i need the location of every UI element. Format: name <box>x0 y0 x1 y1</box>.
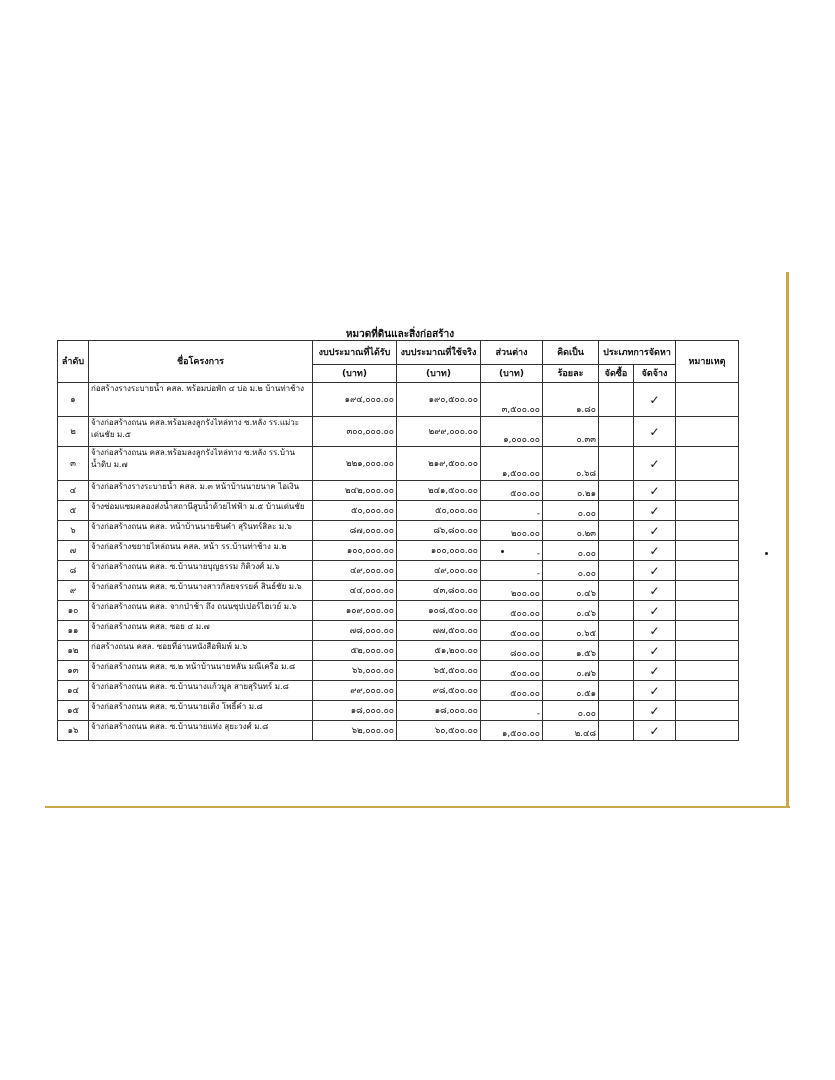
budget-received: ๑๘,๐๐๐.๐๐ <box>313 701 397 721</box>
remark-cell <box>676 601 739 621</box>
hire-check-icon: ✓ <box>634 481 676 501</box>
row-number: ๙ <box>58 581 89 601</box>
budget-received: ๕๒,๐๐๐.๐๐ <box>313 641 397 661</box>
table-row <box>58 721 739 741</box>
budget-used: ๒๑๙,๕๐๐.๐๐ <box>397 447 481 481</box>
table-row <box>58 541 739 561</box>
hire-check-icon: ✓ <box>634 447 676 481</box>
table-row <box>58 447 739 481</box>
purchase-cell <box>599 681 634 701</box>
project-name: จ้างก่อสร้างถนน คสล. ซ.บ้านนายบุญธรรม กิติวงศ์ ม.๖ <box>89 561 313 581</box>
remark-cell <box>676 447 739 481</box>
row-number: ๒ <box>58 417 89 447</box>
budget-received: ๘๗,๐๐๐.๐๐ <box>313 521 397 541</box>
col-header-received: งบประมาณที่ได้รับ <box>313 341 397 365</box>
budget-received: ๑๙๔,๐๐๐.๐๐ <box>313 383 397 417</box>
percent-value: ๑.๕๖ <box>543 641 599 661</box>
remark-cell <box>676 521 739 541</box>
budget-diff: ๒๐๐.๐๐ <box>481 581 543 601</box>
row-number: ๑๖ <box>58 721 89 741</box>
project-name: จ้างก่อสร้างถนน คสล.พร้อมลงลูกรังไหล่ทาง ซ.หลัง รร.แม่วะเด่นชัย ม.๕ <box>89 417 313 447</box>
budget-used: ๑๘,๐๐๐.๐๐ <box>397 701 481 721</box>
row-number: ๑๒ <box>58 641 89 661</box>
budget-received: ๔๔,๐๐๐.๐๐ <box>313 581 397 601</box>
project-name: จ้างซ่อมแซมคลองส่งน้ำสถานีสูบน้ำด้วยไฟฟ้า ม.๕ บ้านเด่นชัย <box>89 501 313 521</box>
row-number: ๑๑ <box>58 621 89 641</box>
budget-used: ๖๐,๕๐๐.๐๐ <box>397 721 481 741</box>
percent-value: ๐.๐๐ <box>543 541 599 561</box>
budget-used: ๔๙,๐๐๐.๐๐ <box>397 561 481 581</box>
col-header-no: ลำดับ <box>58 341 89 383</box>
table-row <box>58 701 739 721</box>
project-name: จ้างก่อสร้างขยายไหล่ถนน คสล. หน้า รร.บ้านท่าช้าง ม.๒ <box>89 541 313 561</box>
budget-received: ๗๘,๐๐๐.๐๐ <box>313 621 397 641</box>
hire-check-icon: ✓ <box>634 581 676 601</box>
hire-check-icon: ✓ <box>634 661 676 681</box>
budget-received: ๒๔๒,๐๐๐.๐๐ <box>313 481 397 501</box>
purchase-cell <box>599 661 634 681</box>
page-edge-bottom <box>45 806 790 808</box>
budget-used: ๒๔๑,๕๐๐.๐๐ <box>397 481 481 501</box>
hire-check-icon: ✓ <box>634 417 676 447</box>
table-row <box>58 561 739 581</box>
stray-mark <box>765 552 768 555</box>
percent-value: ๐.๖๕ <box>543 621 599 641</box>
row-number: ๔ <box>58 481 89 501</box>
col-unit-received: (บาท) <box>313 365 397 383</box>
budget-diff: - <box>481 541 543 561</box>
row-number: ๕ <box>58 501 89 521</box>
hire-check-icon: ✓ <box>634 561 676 581</box>
remark-cell <box>676 681 739 701</box>
budget-diff: ๑,๐๐๐.๐๐ <box>481 417 543 447</box>
col-header-remark: หมายเหตุ <box>676 341 739 383</box>
hire-check-icon: ✓ <box>634 601 676 621</box>
budget-used: ๑๐๐,๐๐๐.๐๐ <box>397 541 481 561</box>
percent-value: ๐.๖๘ <box>543 447 599 481</box>
project-name: ก่อสร้างถนน คสล. ซอยที่อ่านหนังสือพิมพ์ ม.๖ <box>89 641 313 661</box>
percent-value: ๐.๔๖ <box>543 601 599 621</box>
project-name: จ้างก่อสร้างถนน คสล. หน้าบ้านนายชินคำ สุรินทร์สิละ ม.๖ <box>89 521 313 541</box>
table-row <box>58 641 739 661</box>
budget-received: ๕๐,๐๐๐.๐๐ <box>313 501 397 521</box>
row-number: ๖ <box>58 521 89 541</box>
budget-diff: ๕๐๐.๐๐ <box>481 681 543 701</box>
purchase-cell <box>599 541 634 561</box>
budget-diff: - <box>481 701 543 721</box>
hire-check-icon: ✓ <box>634 701 676 721</box>
remark-cell <box>676 621 739 641</box>
purchase-cell <box>599 621 634 641</box>
stray-mark <box>501 550 504 553</box>
row-number: ๗ <box>58 541 89 561</box>
remark-cell <box>676 383 739 417</box>
project-name: จ้างก่อสร้างถนน คสล. ซ.บ้านนายแห่ง สุยะวงศ์ ม.๘ <box>89 721 313 741</box>
table-body <box>58 383 739 741</box>
table-row <box>58 601 739 621</box>
budget-used: ๘๖,๘๐๐.๐๐ <box>397 521 481 541</box>
hire-check-icon: ✓ <box>634 641 676 661</box>
remark-cell <box>676 417 739 447</box>
col-unit-percent: ร้อยละ <box>543 365 599 383</box>
col-header-used: งบประมาณที่ใช้จริง <box>397 341 481 365</box>
purchase-cell <box>599 701 634 721</box>
percent-value: ๐.๔๖ <box>543 581 599 601</box>
row-number: ๘ <box>58 561 89 581</box>
hire-check-icon: ✓ <box>634 501 676 521</box>
col-unit-used: (บาท) <box>397 365 481 383</box>
hire-check-icon: ✓ <box>634 721 676 741</box>
project-name: จ้างก่อสร้างถนน คสล.พร้อมลงลูกรังไหล่ทาง ซ.หลัง รร.บ้านน้ำดิบ ม.๗ <box>89 447 313 481</box>
budget-diff: ๓,๕๐๐.๐๐ <box>481 383 543 417</box>
table-row <box>58 581 739 601</box>
budget-used: ๕๑,๒๐๐.๐๐ <box>397 641 481 661</box>
percent-value: ๒.๔๘ <box>543 721 599 741</box>
budget-received: ๙๙,๐๐๐.๐๐ <box>313 681 397 701</box>
purchase-cell <box>599 581 634 601</box>
budget-table <box>57 340 739 741</box>
table-row <box>58 501 739 521</box>
purchase-cell <box>599 561 634 581</box>
purchase-cell <box>599 383 634 417</box>
project-name: จ้างก่อสร้างถนน คสล. ซ.บ้านนายเติง โพธิ์คำ ม.๘ <box>89 701 313 721</box>
percent-value: ๐.๕๑ <box>543 681 599 701</box>
row-number: ๑๓ <box>58 661 89 681</box>
budget-used: ๑๐๘,๕๐๐.๐๐ <box>397 601 481 621</box>
budget-used: ๙๘,๕๐๐.๐๐ <box>397 681 481 701</box>
percent-value: ๐.๐๐ <box>543 501 599 521</box>
purchase-cell <box>599 641 634 661</box>
purchase-cell <box>599 417 634 447</box>
budget-used: ๑๙๐,๕๐๐.๐๐ <box>397 383 481 417</box>
budget-received: ๑๐๐,๐๐๐.๐๐ <box>313 541 397 561</box>
project-name: จ้างก่อสร้างถนน คสล. ซ.บ้านนางสาวกัลยจรรยค์ สินธ์ชัย ม.๖ <box>89 581 313 601</box>
budget-used: ๗๗,๕๐๐.๐๐ <box>397 621 481 641</box>
budget-used: ๔๓,๘๐๐.๐๐ <box>397 581 481 601</box>
budget-diff: ๕๐๐.๐๐ <box>481 661 543 681</box>
col-header-percent: คิดเป็น <box>543 341 599 365</box>
row-number: ๓ <box>58 447 89 481</box>
budget-received: ๑๐๙,๐๐๐.๐๐ <box>313 601 397 621</box>
budget-diff: - <box>481 501 543 521</box>
remark-cell <box>676 561 739 581</box>
col-header-diff: ส่วนต่าง <box>481 341 543 365</box>
project-name: ก่อสร้างรางระบายน้ำ คสล. พร้อมบ่อพัก ๔ บ่อ ม.๒ บ้านท่าช้าง <box>89 383 313 417</box>
purchase-cell <box>599 721 634 741</box>
project-name: จ้างก่อสร้างถนน คสล. ซ.๒ หน้าบ้านนายหลัน มณีเครือ ม.๘ <box>89 661 313 681</box>
percent-value: ๐.๒๑ <box>543 481 599 501</box>
percent-value: ๐.๗๖ <box>543 661 599 681</box>
budget-diff: ๘๐๐.๐๐ <box>481 641 543 661</box>
row-number: ๑ <box>58 383 89 417</box>
project-name: จ้างก่อสร้างถนน คสล. ซ.บ้านนางแก้วมูล สายสุรินทร์ ม.๘ <box>89 681 313 701</box>
budget-diff: ๕๐๐.๐๐ <box>481 621 543 641</box>
project-name: จ้างก่อสร้างรางระบายน้ำ คสล. ม.๓ หน้าบ้านนายนาค ไอเงิน <box>89 481 313 501</box>
col-unit-diff: (บาท) <box>481 365 543 383</box>
document-title: หมวดที่ดินและสิ่งก่อสร้าง <box>345 329 455 340</box>
budget-used: ๖๕,๕๐๐.๐๐ <box>397 661 481 681</box>
header-row-1 <box>58 341 739 365</box>
table-row <box>58 521 739 541</box>
remark-cell <box>676 641 739 661</box>
remark-cell <box>676 541 739 561</box>
remark-cell <box>676 481 739 501</box>
col-header-proc-type: ประเภทการจัดหา <box>599 341 676 365</box>
budget-received: ๖๒,๐๐๐.๐๐ <box>313 721 397 741</box>
budget-diff: ๕๐๐.๐๐ <box>481 481 543 501</box>
table-row <box>58 621 739 641</box>
budget-used: ๒๙๙,๐๐๐.๐๐ <box>397 417 481 447</box>
budget-diff: ๕๐๐.๐๐ <box>481 601 543 621</box>
page-edge-right <box>786 272 789 808</box>
table-row <box>58 417 739 447</box>
percent-value: ๐.๐๐ <box>543 701 599 721</box>
budget-received: ๔๙,๐๐๐.๐๐ <box>313 561 397 581</box>
project-name: จ้างก่อสร้างถนน คสล. จากป่าช้า ถึง ถนนซุปเปอร์ไฮเวย์ ม.๖ <box>89 601 313 621</box>
percent-value: ๐.๒๓ <box>543 521 599 541</box>
hire-check-icon: ✓ <box>634 383 676 417</box>
budget-used: ๕๐,๐๐๐.๐๐ <box>397 501 481 521</box>
remark-cell <box>676 501 739 521</box>
remark-cell <box>676 581 739 601</box>
hire-check-icon: ✓ <box>634 521 676 541</box>
percent-value: ๐.๓๓ <box>543 417 599 447</box>
hire-check-icon: ✓ <box>634 621 676 641</box>
row-number: ๑๐ <box>58 601 89 621</box>
table-row <box>58 383 739 417</box>
budget-diff: ๒๐๐.๐๐ <box>481 521 543 541</box>
hire-check-icon: ✓ <box>634 681 676 701</box>
purchase-cell <box>599 501 634 521</box>
table-row <box>58 681 739 701</box>
remark-cell <box>676 721 739 741</box>
purchase-cell <box>599 481 634 501</box>
row-number: ๑๔ <box>58 681 89 701</box>
percent-value: ๐.๐๐ <box>543 561 599 581</box>
budget-received: ๖๖,๐๐๐.๐๐ <box>313 661 397 681</box>
remark-cell <box>676 701 739 721</box>
purchase-cell <box>599 601 634 621</box>
col-header-name: ชื่อโครงการ <box>89 341 313 383</box>
purchase-cell <box>599 447 634 481</box>
remark-cell <box>676 661 739 681</box>
col-header-purchase: จัดซื้อ <box>599 365 634 383</box>
percent-value: ๑.๘๐ <box>543 383 599 417</box>
table-row <box>58 661 739 681</box>
hire-check-icon: ✓ <box>634 541 676 561</box>
col-header-hire: จัดจ้าง <box>634 365 676 383</box>
budget-diff: ๑,๕๐๐.๐๐ <box>481 447 543 481</box>
project-name: จ้างก่อสร้างถนน คสล. ซอย ๔ ม.๗ <box>89 621 313 641</box>
table-row <box>58 481 739 501</box>
purchase-cell <box>599 521 634 541</box>
budget-received: ๓๐๐,๐๐๐.๐๐ <box>313 417 397 447</box>
row-number: ๑๕ <box>58 701 89 721</box>
budget-diff: ๑,๕๐๐.๐๐ <box>481 721 543 741</box>
budget-diff: - <box>481 561 543 581</box>
budget-received: ๒๒๑,๐๐๐.๐๐ <box>313 447 397 481</box>
